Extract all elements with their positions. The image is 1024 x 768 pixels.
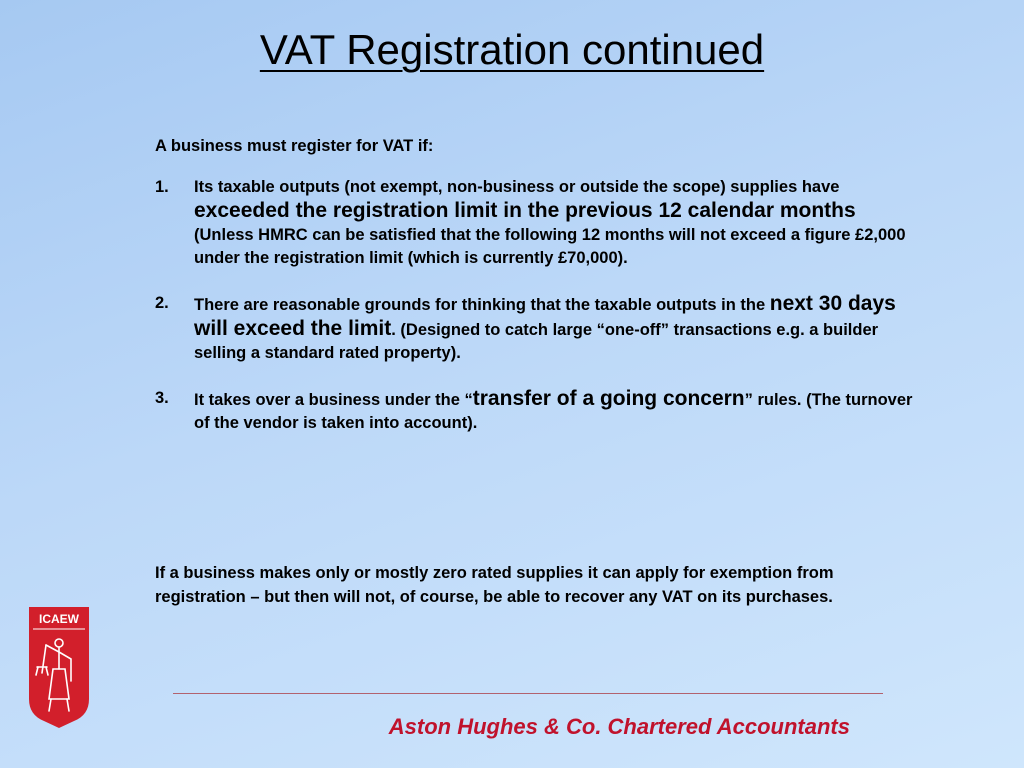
list-item — [155, 292, 915, 365]
firm-name: Aston Hughes & Co. Chartered Accountants — [388, 714, 850, 739]
item-number: 1. — [155, 178, 169, 196]
item-text: Its taxable outputs (not exempt, non-business or outside the scope) supplies have — [194, 178, 840, 196]
item-text-rest: ” rules. (The turnover of the vendor is taken into account). — [194, 391, 913, 432]
footer-divider — [173, 693, 883, 694]
item-emphasis: next 30 days will exceed the limit — [194, 292, 896, 340]
item-number: 2. — [155, 294, 169, 312]
logo-lettering: ICAEW — [39, 612, 79, 626]
item-emphasis: transfer of a going concern — [472, 387, 745, 410]
exemption-note: If a business makes only or mostly zero rated supplies it can apply for exemption from registration – but then will not, of course, be able to recover any VAT on its purchases. — [155, 563, 834, 606]
list-item — [155, 387, 915, 435]
item-text: There are reasonable grounds for thinking that the taxable outputs in the — [194, 296, 770, 314]
icaew-logo — [29, 607, 89, 728]
slide-title: VAT Registration continued — [259, 26, 765, 73]
intro-text: A business must register for VAT if: — [155, 137, 434, 155]
slide-body — [155, 135, 915, 457]
item-text-rest: . (Designed to catch large “one-off” transactions e.g. a builder selling a standard rated property). — [194, 321, 879, 362]
item-text-rest: (Unless HMRC can be satisfied that the following 12 months will not exceed a figure £2,000 under the registration limit (which is currently £70,000). — [194, 226, 906, 267]
list-item — [155, 176, 915, 270]
item-number: 3. — [155, 389, 169, 407]
item-text: It takes over a business under the “ — [194, 391, 473, 409]
item-emphasis: exceeded the registration limit in the previous 12 calendar months — [194, 199, 856, 222]
